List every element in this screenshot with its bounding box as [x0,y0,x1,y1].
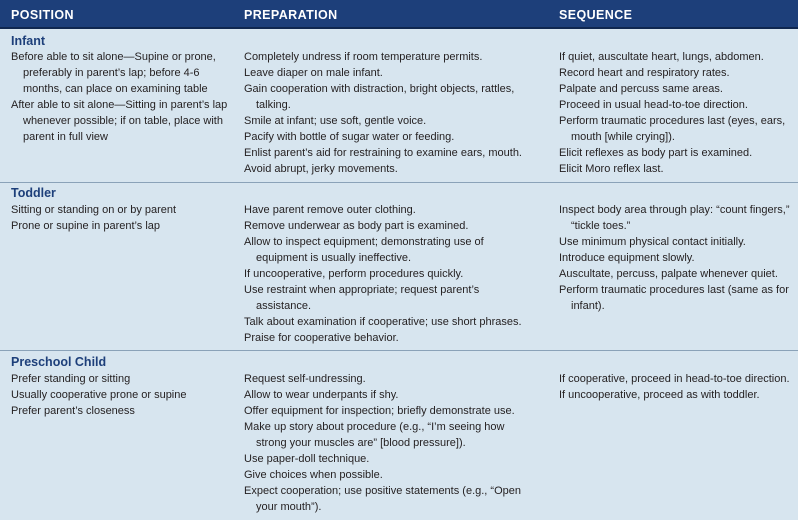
list-item: If uncooperative, proceed as with toddler. [559,389,760,401]
list-item: Elicit reflexes as body part is examined. [559,147,753,159]
list-item: Expect cooperation; use positive statements (e.g., “Open your mouth”). [244,485,521,513]
list-item: Remove underwear as body part is examined. [244,220,469,232]
section-title: Preschool Child [11,355,107,369]
section-preschool [0,350,798,520]
list-item: Prefer parent’s closeness [11,405,135,417]
list-item: Allow to inspect equipment; demonstrating use of equipment is usually ineffective. [244,236,484,264]
list-item: Sitting or standing on or by parent [11,204,177,216]
list-item: Perform traumatic procedures last (same as for infant). [559,284,789,312]
sequence-column [559,202,794,314]
section-toddler [0,182,798,350]
list-item: If quiet, auscultate heart, lungs, abdomen. [559,51,764,63]
list-item: Use restraint when appropriate; request parent’s assistance. [244,284,480,312]
list-item: Prone or supine in parent’s lap [11,220,161,232]
list-item: Use paper-doll technique. [244,453,370,465]
list-item: Before able to sit alone—Supine or prone, preferably in parent’s lap; before 4-6 months, can place on examining table [11,51,216,95]
list-item: Completely undress if room temperature permits. [244,51,483,63]
list-item: Leave diaper on male infant. [244,67,383,79]
sequence-column [559,371,794,403]
preparation-column [244,371,524,515]
section-title: Infant [11,34,46,48]
header-sequence: SEQUENCE [559,8,633,22]
list-item: Perform traumatic procedures last (eyes, ears, mouth [while crying]). [559,115,786,143]
list-item: Request self-undressing. [244,373,366,385]
list-item: Make up story about procedure (e.g., “I’m seeing how strong your muscles are” [blood pressure]). [244,421,505,449]
section-title: Toddler [11,186,56,200]
list-item: Give choices when possible. [244,469,383,481]
list-item: Pacify with bottle of sugar water or feeding. [244,131,455,143]
sequence-column [559,49,794,177]
list-item: Palpate and percuss same areas. [559,83,723,95]
list-item: Introduce equipment slowly. [559,252,695,264]
list-item: Auscultate, percuss, palpate whenever quiet. [559,268,778,280]
preparation-column [244,49,524,177]
list-item: Proceed in usual head-to-toe direction. [559,99,748,111]
list-item: Elicit Moro reflex last. [559,163,664,175]
list-item: Have parent remove outer clothing. [244,204,416,216]
list-item: Prefer standing or sitting [11,373,131,385]
list-item: Record heart and respiratory rates. [559,67,730,79]
list-item: Allow to wear underpants if shy. [244,389,399,401]
list-item: Smile at infant; use soft, gentle voice. [244,115,427,127]
list-item: After able to sit alone—Sitting in parent’s lap whenever possible; if on table, place with parent in full view [11,99,228,143]
list-item: Enlist parent’s aid for restraining to examine ears, mouth. [244,147,522,159]
preparation-column [244,202,524,346]
list-item: Talk about examination if cooperative; use short phrases. [244,316,522,328]
position-column [11,202,233,234]
list-item: Gain cooperation with distraction, bright objects, rattles, talking. [244,83,515,111]
position-column [11,371,233,419]
list-item: If uncooperative, perform procedures quickly. [244,268,464,280]
list-item: Use minimum physical contact initially. [559,236,746,248]
list-item: Usually cooperative prone or supine [11,389,187,401]
header-position: POSITION [11,8,74,22]
table-header [0,0,798,29]
list-item: If cooperative, proceed in head-to-toe direction. [559,373,790,385]
header-preparation: PREPARATION [244,8,338,22]
list-item: Praise for cooperative behavior. [244,332,399,344]
list-item: Inspect body area through play: “count fingers,” “tickle toes.” [559,204,790,232]
position-column [11,49,233,145]
section-infant [0,29,798,182]
list-item: Avoid abrupt, jerky movements. [244,163,398,175]
list-item: Offer equipment for inspection; briefly demonstrate use. [244,405,515,417]
